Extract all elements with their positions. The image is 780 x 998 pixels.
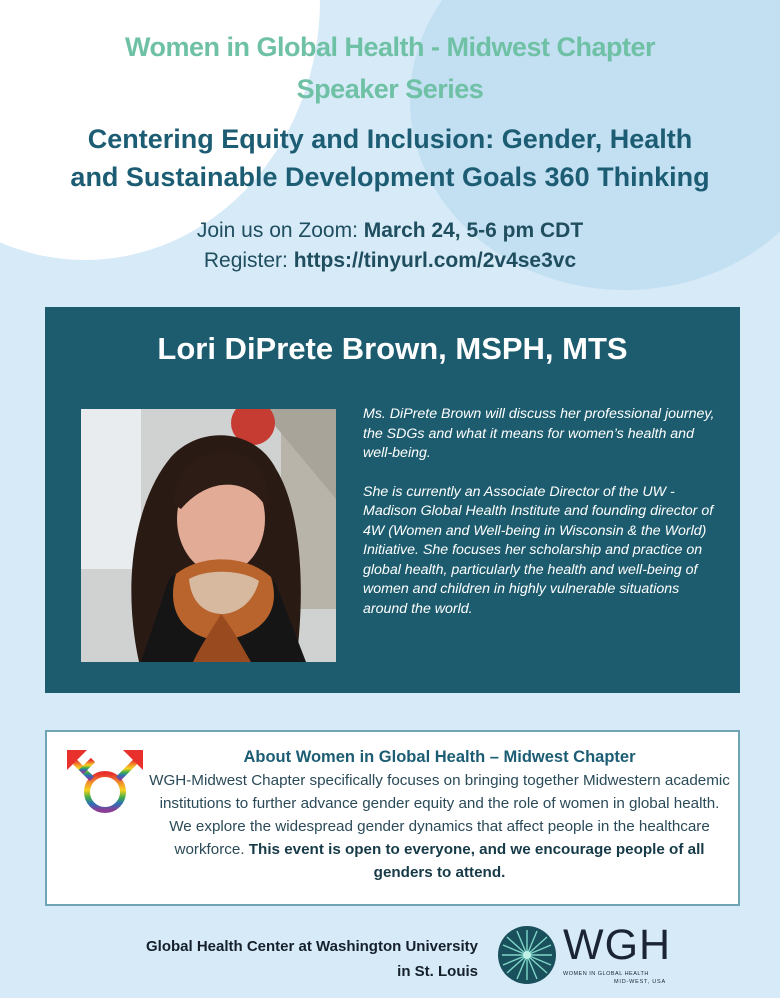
footer-org-line1: Global Health Center at Washington University [146,938,478,955]
about-body-bold: This event is open to everyone, and we encourage people of all genders to attend. [248,841,705,881]
flyer-header [0,26,780,276]
bio-paragraph-1: Ms. DiPrete Brown will discuss her professional journey, the SDGs and what it means for women’s health and well-being. [363,406,715,461]
footer-org-line2: in St. Louis [397,963,478,980]
zoom-info [0,216,780,246]
transgender-symbol-icon [65,744,145,854]
zoom-date: March 24, 5-6 pm CDT [363,219,584,242]
chapter-title-line1: Women in Global Health - Midwest Chapter [124,32,656,62]
event-title-line2: and Sustainable Development Goals 360 Thinking [70,162,710,192]
speaker-panel [45,307,740,693]
speaker-bio [363,405,723,638]
about-body: WGH-Midwest Chapter specifically focuses on bringing together Midwestern academic institutions to further advance gender equity and the role of women in global health. We explore the widespread gender dynamics that affect people in the healthcare workforce. [149,772,730,858]
about-heading: About Women in Global Health – Midwest Chapter [243,748,636,766]
speaker-photo [81,409,336,662]
about-text [147,746,732,884]
wgh-logo-tagline: WOMEN IN GLOBAL HEALTH [563,971,649,977]
wgh-logo [497,921,697,989]
event-title-line1: Centering Equity and Inclusion: Gender, Health [87,124,693,154]
event-title [0,120,780,196]
chapter-title-line2: Speaker Series [296,74,484,104]
wgh-logo-region: MID-WEST, USA [614,979,666,985]
footer-organization [74,934,478,984]
speaker-name: Lori DiPrete Brown, MSPH, MTS [157,331,628,366]
zoom-prefix: Join us on Zoom: [196,219,364,242]
register-prefix: Register: [203,249,294,272]
bio-paragraph-2: She is currently an Associate Director of the UW - Madison Global Health Institute and founding director of 4W (Women and Well-being in Wisconsin & the World) Initiative. She focuses her scholarship and practice on global health, particularly the health and well-being of women and children in highly vulnerable situations around the world. [363,483,714,617]
register-link[interactable]: https://tinyurl.com/2v4se3vc [293,249,577,272]
globe-icon [497,925,557,985]
wgh-logo-text: WGH [563,921,672,969]
register-info [0,246,780,276]
about-panel [45,730,740,906]
